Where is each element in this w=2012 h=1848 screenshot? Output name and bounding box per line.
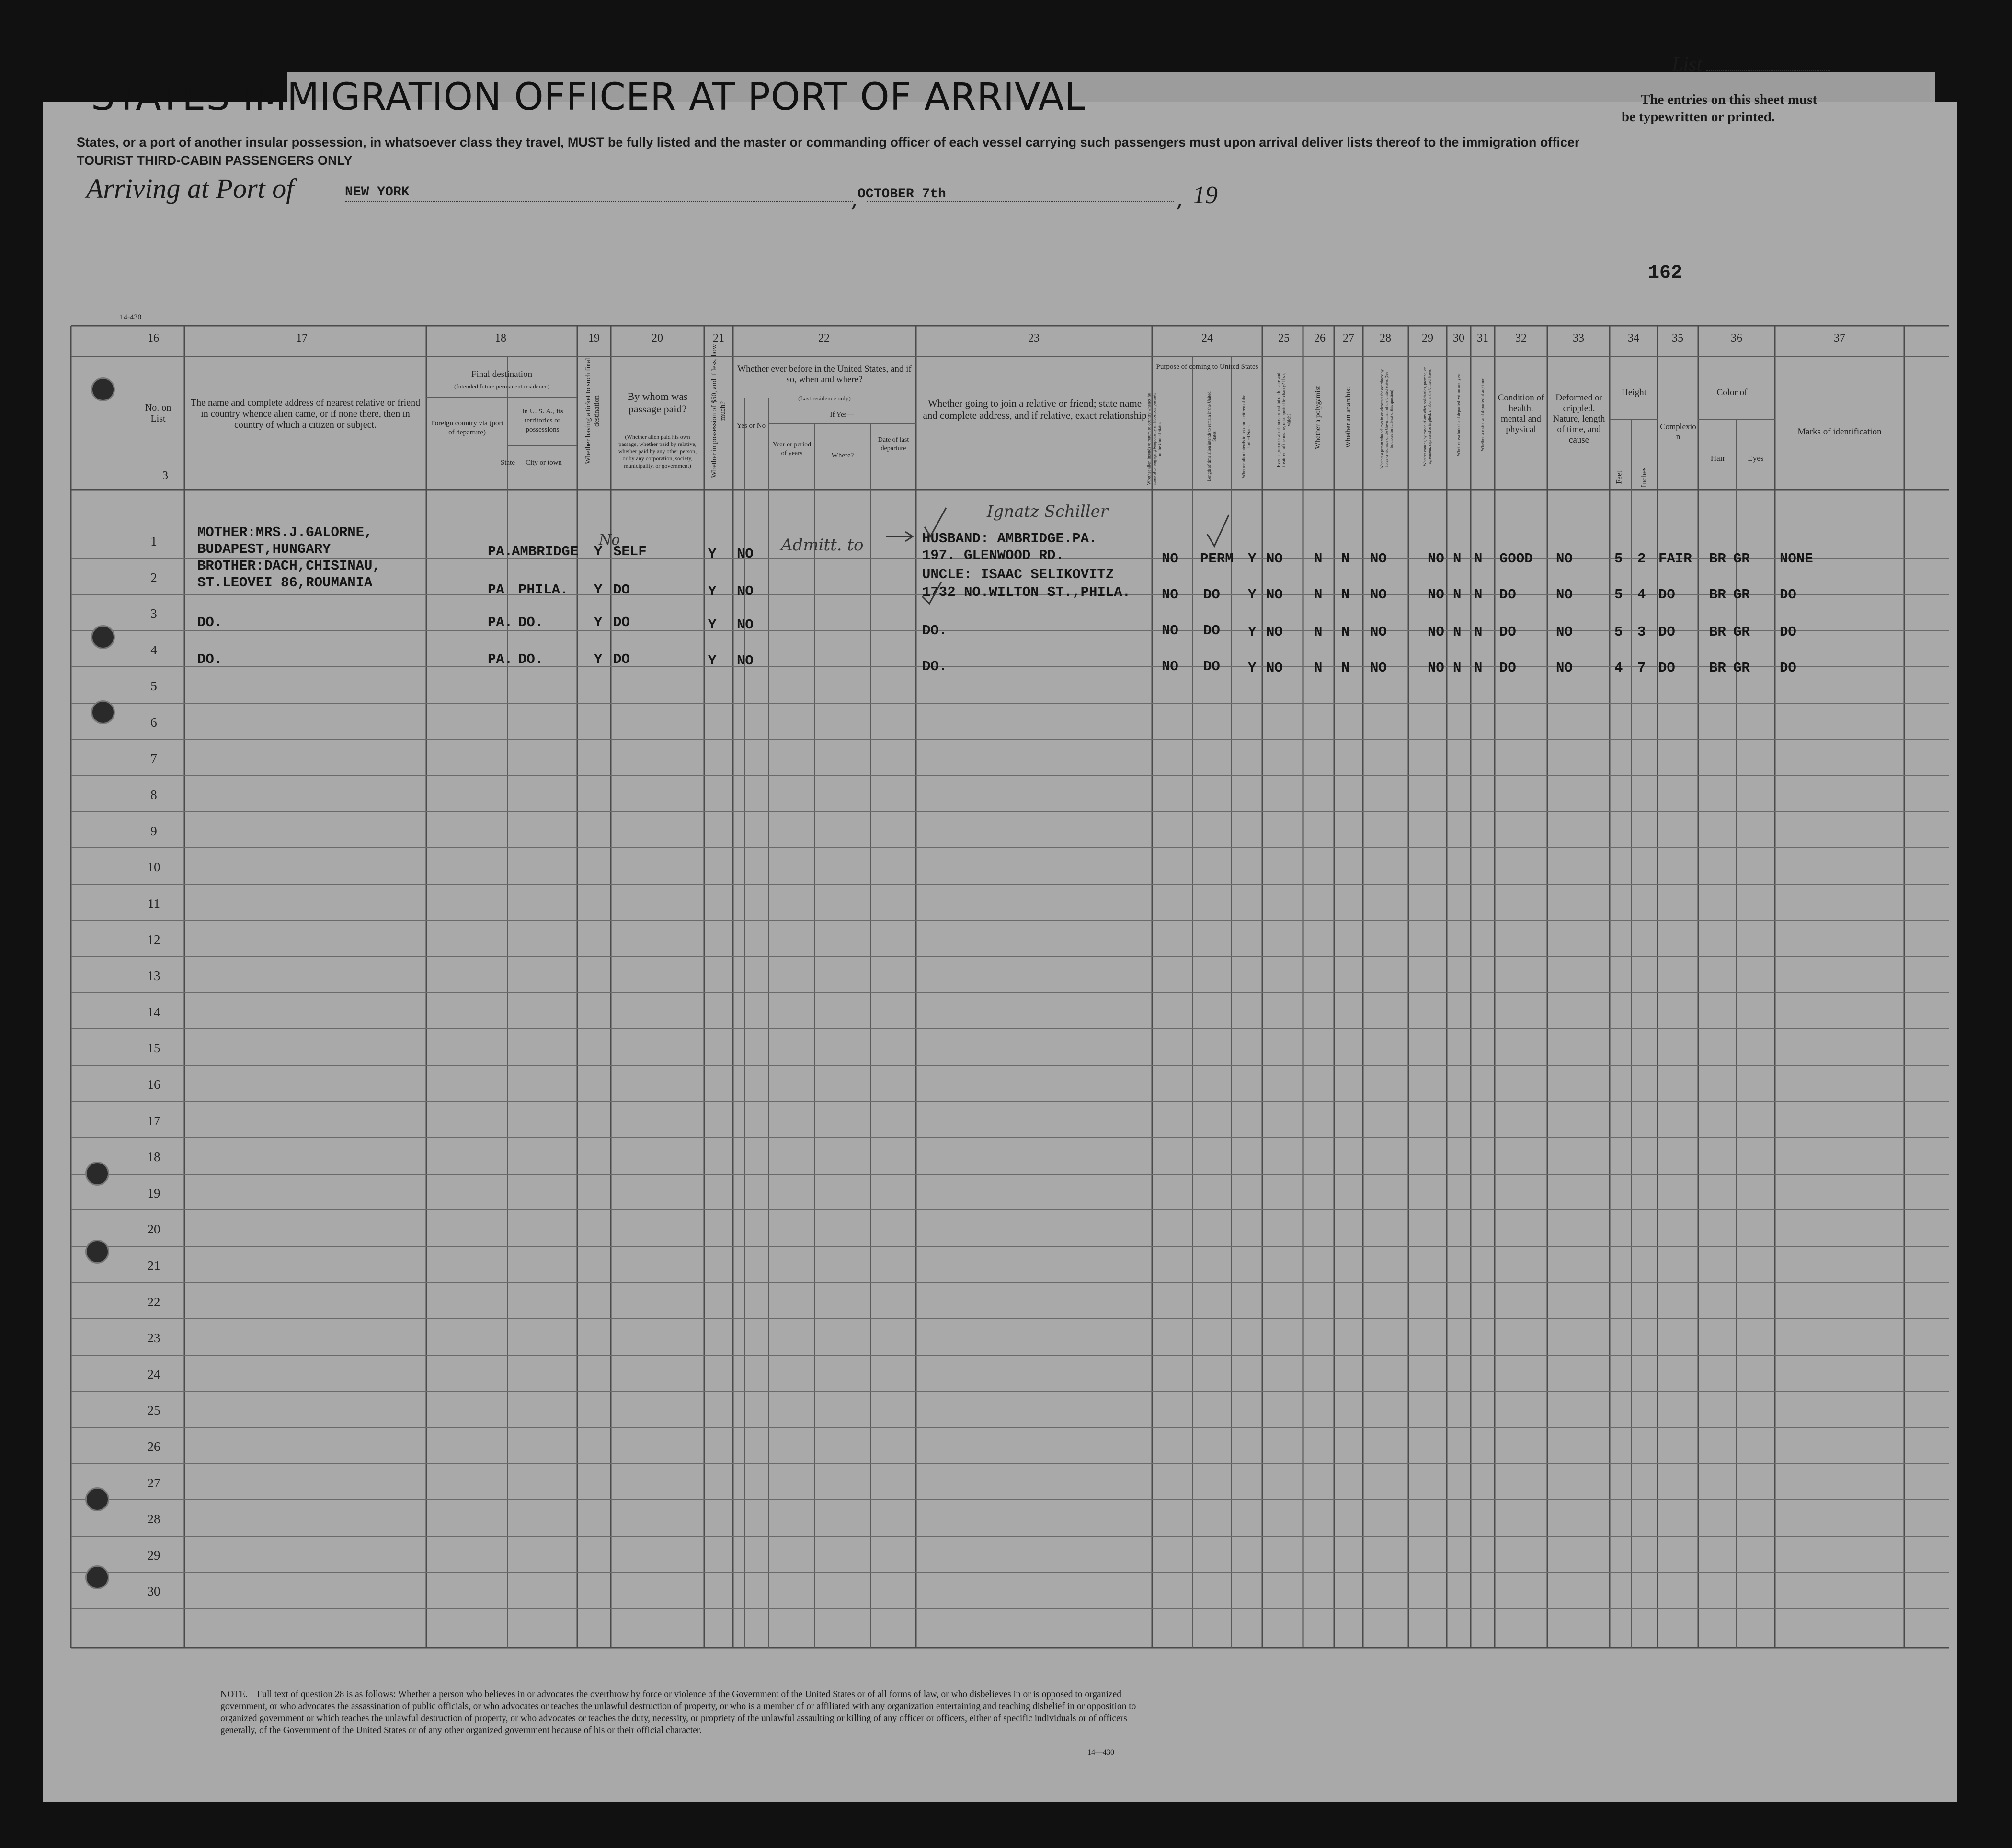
row-number: 29 <box>147 1548 160 1563</box>
hair-cell: BR <box>1709 660 1726 676</box>
ticket-cell: Y <box>594 615 603 630</box>
health-cell: GOOD <box>1499 551 1533 567</box>
col-num-34: 34 <box>1628 332 1639 344</box>
typed-note-line-1: The entries on this sheet must <box>1641 92 1818 107</box>
prison-cell: NO <box>1266 624 1283 640</box>
citizen-cell: Y <box>1248 551 1257 567</box>
header-health: Condition of health, mental and physical <box>1498 393 1544 434</box>
feet-cell: 5 <box>1614 624 1623 640</box>
labor-offer-cell: NO <box>1428 660 1444 676</box>
col-num-23: 23 <box>1028 332 1040 344</box>
header-deformed: Deformed or crippled. Nature, length of time, and cause <box>1553 393 1605 445</box>
return-intent-cell: NO <box>1162 551 1178 567</box>
city-cell: DO. <box>518 651 544 667</box>
col-num-16: 16 <box>148 332 159 344</box>
list-label: List <box>1672 54 1703 76</box>
joining-cell: UNCLE: ISAAC SELIKOVITZ <box>922 567 1114 582</box>
row-number: 26 <box>147 1439 160 1454</box>
row-number: 27 <box>147 1476 160 1490</box>
header-complexion: Complexion <box>1660 422 1696 441</box>
header-hair: Hair <box>1710 454 1726 463</box>
header-overthrow: Whether a person who believes in or advocates the overthrow by force or violence of the Government of the United States (See footnotes for full text of this question) <box>1380 369 1394 469</box>
before-us-cell: NO <box>737 653 754 669</box>
ticket-cell: Y <box>594 544 603 559</box>
row-number: 28 <box>147 1512 160 1526</box>
row-number: 15 <box>147 1041 160 1055</box>
money-cell: Y <box>708 546 717 562</box>
arrested-cell: N <box>1474 660 1483 676</box>
before-us-cell: NO <box>737 546 754 562</box>
header-final-destination-sub: (Intended future permanent residence) <box>454 383 549 390</box>
punch-hole <box>91 377 115 401</box>
deformed-cell: NO <box>1556 624 1573 640</box>
handwritten-ticket-mark: No <box>599 532 620 548</box>
row-number: 9 <box>150 824 157 838</box>
row-number: 7 <box>150 752 157 766</box>
header-final-destination: Final destination <box>471 369 533 379</box>
header-anarchist: Whether an anarchist <box>1344 387 1352 448</box>
header-return-intent: Whether alien intends to return to country whence he came after engaging temporarily in laborious pursuits in the United States <box>1146 393 1162 485</box>
before-us-cell: NO <box>737 583 754 599</box>
row-number: 23 <box>147 1331 160 1345</box>
row-number: 14 <box>147 1005 160 1019</box>
health-cell: DO <box>1499 587 1516 603</box>
row-number: 8 <box>150 787 157 802</box>
joining-cell: 1732 NO.WILTON ST.,PHILA. <box>922 584 1131 600</box>
labor-offer-cell: NO <box>1428 624 1444 640</box>
polygamist-cell: N <box>1314 660 1323 676</box>
eyes-cell: GR <box>1733 551 1750 567</box>
row-number: 30 <box>147 1584 160 1598</box>
length-stay-cell: PERM <box>1200 551 1234 567</box>
money-cell: Y <box>708 653 717 669</box>
feet-cell: 5 <box>1614 587 1623 603</box>
complexion-cell: DO <box>1658 587 1675 603</box>
relative-cell: ST.LEOVEI 86,ROUMANIA <box>197 575 373 591</box>
labor-offer-cell: NO <box>1428 587 1444 603</box>
header-passage-paid: By whom was passage paid? <box>627 390 688 415</box>
row-number: 18 <box>147 1150 160 1164</box>
citizen-cell: Y <box>1248 587 1257 603</box>
overthrow-cell: NO <box>1370 587 1387 603</box>
money-cell: Y <box>708 617 717 633</box>
punch-hole <box>85 1565 109 1589</box>
inches-cell: 2 <box>1637 551 1646 567</box>
state-cell: PA. <box>488 544 513 559</box>
anarchist-cell: N <box>1341 624 1350 640</box>
header-color-of: Color of— <box>1716 388 1757 398</box>
city-cell: AMBRIDGE <box>512 544 579 559</box>
header-if-yes: If Yes— <box>830 411 854 419</box>
handwritten-admitted: Admitt. to <box>781 536 864 555</box>
complexion-cell: DO <box>1658 624 1675 640</box>
joining-cell: HUSBAND: AMBRIDGE.PA. <box>922 531 1097 547</box>
arrested-cell: N <box>1474 587 1483 603</box>
row-number: 6 <box>150 715 157 730</box>
col-num-33: 33 <box>1573 332 1584 344</box>
length-stay-cell: DO <box>1203 623 1220 639</box>
citizen-cell: Y <box>1248 660 1257 676</box>
health-cell: DO <box>1499 660 1516 676</box>
row-number: 10 <box>147 860 160 874</box>
hair-cell: BR <box>1709 587 1726 603</box>
header-purpose: Purpose of coming to United States <box>1156 363 1258 371</box>
stamp-number: 162 <box>1648 262 1683 284</box>
header-in-usa: In U. S. A., its territories or possessions <box>522 408 563 433</box>
header-state: State <box>501 459 515 467</box>
overthrow-cell: NO <box>1370 624 1387 640</box>
header-height: Height <box>1622 388 1646 398</box>
feet-cell: 5 <box>1614 551 1623 567</box>
col-num-27: 27 <box>1343 332 1354 344</box>
complexion-cell: DO <box>1658 660 1675 676</box>
header-where: Where? <box>831 452 854 459</box>
col-num-24: 24 <box>1201 332 1213 344</box>
punch-hole <box>85 1487 109 1511</box>
paid-by-cell: DO <box>613 651 630 667</box>
row-number: 3 <box>150 606 157 621</box>
eyes-cell: GR <box>1733 587 1750 603</box>
arrival-date: OCTOBER 7th <box>857 187 946 202</box>
anarchist-cell: N <box>1341 660 1350 676</box>
intro-line: States, or a port of another insular possession, in whatsoever class they travel, MUST be fully listed and the master or commanding officer of each vessel carrying such passengers must upon arrival deliver lists thereof to the immigration officer <box>77 135 1580 149</box>
row-number: 2 <box>150 570 157 585</box>
row-number: 17 <box>147 1114 160 1128</box>
state-cell: PA. <box>488 615 513 630</box>
header-joining: Whether going to join a relative or friend; state name and complete address, and if relative, exact relationship <box>923 398 1147 421</box>
row-number: 5 <box>150 679 157 693</box>
typed-note-line-2: be typewritten or printed. <box>1622 109 1775 125</box>
row-number: 13 <box>147 969 160 983</box>
col-num-30: 30 <box>1453 332 1464 344</box>
complexion-cell: FAIR <box>1658 551 1692 567</box>
year-label: 19 <box>1193 182 1218 209</box>
row-number: 16 <box>147 1077 160 1092</box>
col-num-37: 37 <box>1834 332 1845 344</box>
arrested-cell: N <box>1474 624 1483 640</box>
header-yes-no: Yes or No <box>736 422 766 430</box>
header-labor-offer: Whether coming by reason of any offer, solicitation, promise, or agreement, expressed or implied, to labor in the United States <box>1423 367 1432 466</box>
header-length-stay: Length of time alien intends to remain in the United States <box>1207 391 1217 481</box>
feet-cell: 4 <box>1614 660 1623 676</box>
col-num-18: 18 <box>495 332 506 344</box>
arriving-label: Arriving at Port of <box>86 173 294 204</box>
col-num-26: 26 <box>1314 332 1326 344</box>
col-num-35: 35 <box>1672 332 1683 344</box>
length-stay-cell: DO <box>1203 587 1220 603</box>
eyes-cell: GR <box>1733 624 1750 640</box>
col-num-29: 29 <box>1422 332 1433 344</box>
ticket-cell: Y <box>594 582 603 598</box>
header-feet: Feet <box>1615 470 1623 484</box>
money-cell: Y <box>708 583 717 599</box>
anarchist-cell: N <box>1341 587 1350 603</box>
class-line: TOURIST THIRD-CABIN PASSENGERS ONLY <box>77 153 353 168</box>
marks-cell: DO <box>1780 624 1796 640</box>
eyes-cell: GR <box>1733 660 1750 676</box>
arrested-cell: N <box>1474 551 1483 567</box>
ticket-cell: Y <box>594 651 603 667</box>
header-before-us-sub: (Last residence only) <box>798 395 851 402</box>
header-ticket: Whether having a ticket to such final destination <box>584 358 601 464</box>
row-number: 11 <box>148 896 160 911</box>
punch-hole <box>91 700 115 724</box>
row-number: 25 <box>147 1403 160 1417</box>
row-number: 12 <box>147 933 160 947</box>
row-number: 24 <box>147 1367 160 1381</box>
relative-cell: BUDAPEST,HUNGARY <box>197 541 331 557</box>
overthrow-cell: NO <box>1370 660 1387 676</box>
port-of-arrival: NEW YORK <box>345 185 410 200</box>
header-citizen: Whether alien intends to become a citizen of the United States <box>1241 395 1251 478</box>
excluded-cell: N <box>1453 587 1462 603</box>
header-no-on-list: No. on List <box>145 402 171 424</box>
header-arrested: Whether arrested and deported at any time <box>1480 378 1485 451</box>
relative-cell: MOTHER:MRS.J.GALORNE, <box>197 525 373 540</box>
return-intent-cell: NO <box>1162 659 1178 674</box>
col-num-21: 21 <box>713 332 724 344</box>
row-number: 21 <box>147 1258 160 1273</box>
header-marks: Marks of identification <box>1797 427 1882 437</box>
overthrow-cell: NO <box>1370 551 1387 567</box>
punch-hole <box>85 1240 109 1264</box>
handwritten-joining-name: Ignatz Schiller <box>987 502 1108 521</box>
anarchist-cell: N <box>1341 551 1350 567</box>
header-inches: Inches <box>1640 467 1648 488</box>
return-intent-cell: NO <box>1162 587 1178 603</box>
col-num-28: 28 <box>1380 332 1391 344</box>
polygamist-cell: N <box>1314 624 1323 640</box>
hair-cell: BR <box>1709 624 1726 640</box>
hair-cell: BR <box>1709 551 1726 567</box>
deformed-cell: NO <box>1556 551 1573 567</box>
marks-cell: DO <box>1780 660 1796 676</box>
page-title: STATES IMMIGRATION OFFICER AT PORT OF ARRIVAL <box>91 76 1086 119</box>
header-excluded: Whether excluded and deported within one year <box>1456 373 1461 456</box>
marks-cell: NONE <box>1780 551 1813 567</box>
footer-form-code: 14—430 <box>1087 1748 1114 1757</box>
excluded-cell: N <box>1453 551 1462 567</box>
header-relative: The name and complete address of nearest relative or friend in country whence alien came, or if none there, then in country of which a citizen or subject. <box>190 398 421 430</box>
footnote-question-28: NOTE.—Full text of question 28 is as follows: Whether a person who believes in or advocates the overthrow by force or violence of the Government of the United States or of all forms of law, or who disbelieves in or is opposed to organized government, or who advocates the assassination of public officials, or who advocates or teaches the unlawful destruction of property, or who is a member of or affiliated with any organization entertaining and teaching disbelief in or opposition to organized government or which teaches the unlawful destruction of property, or who advocates or teaches the duty, necessity, or propriety of the unlawful assaulting or killing of any officer or officers, either of specific individuals or of officers generally, of the Government of the United States or of any other organized government because of his or their official character. <box>220 1689 1136 1735</box>
row-number: 20 <box>147 1222 160 1236</box>
paid-by-cell: DO <box>613 615 630 630</box>
col-num-31: 31 <box>1477 332 1488 344</box>
header-before-us: Whether ever before in the United States, and if so, when and where? <box>737 364 912 385</box>
col-num-19: 19 <box>588 332 600 344</box>
labor-offer-cell: NO <box>1428 551 1444 567</box>
state-cell: PA <box>488 582 504 598</box>
deformed-cell: NO <box>1556 660 1573 676</box>
col-num-17: 17 <box>296 332 308 344</box>
punch-hole <box>85 1162 109 1186</box>
health-cell: DO <box>1499 624 1516 640</box>
inches-cell: 3 <box>1637 624 1646 640</box>
header-polygamist: Whether a polygamist <box>1314 386 1322 449</box>
return-intent-cell: NO <box>1162 623 1178 639</box>
col-num-22: 22 <box>818 332 830 344</box>
paid-by-cell: SELF <box>613 544 647 559</box>
punch-hole <box>91 625 115 649</box>
state-cell: PA. <box>488 651 513 667</box>
marks-cell: DO <box>1780 587 1796 603</box>
excluded-cell: N <box>1453 624 1462 640</box>
polygamist-cell: N <box>1314 587 1323 603</box>
relative-cell: DO. <box>197 615 223 630</box>
header-eyes: Eyes <box>1748 454 1764 463</box>
relative-cell: BROTHER:DACH,CHISINAU, <box>197 558 381 574</box>
header-prison: Ever in prison or almshouse, or institution for care and treatment of the insane, or supported by charity? If so, which? <box>1276 373 1292 467</box>
col-num-36: 36 <box>1731 332 1742 344</box>
col-num-32: 32 <box>1515 332 1527 344</box>
row-number: 22 <box>147 1295 160 1309</box>
before-us-cell: NO <box>737 617 754 633</box>
header-passage-paid-sub: (Whether alien paid his own passage, whether paid by relative, whether paid by any other person, or by any corporation, society, municipality, or government) <box>618 433 697 469</box>
relative-cell: DO. <box>197 651 223 667</box>
prison-cell: NO <box>1266 551 1283 567</box>
header-foreign-country: Foreign country via (port of departure) <box>431 420 503 436</box>
row-number: 4 <box>150 643 157 657</box>
polygamist-cell: N <box>1314 551 1323 567</box>
header-years: Year or period of years <box>772 441 812 457</box>
joining-cell: DO. <box>922 623 948 639</box>
joining-cell: DO. <box>922 659 948 674</box>
citizen-cell: Y <box>1248 624 1257 640</box>
inches-cell: 4 <box>1637 587 1646 603</box>
joining-cell: 197. GLENWOOD RD. <box>922 548 1064 563</box>
header-last-departure: Date of last departure <box>878 436 909 452</box>
excluded-cell: N <box>1453 660 1462 676</box>
city-cell: PHILA. <box>518 582 569 598</box>
header-money: Whether in possession of $50, and if less, how much? <box>710 344 727 478</box>
col-num-25: 25 <box>1278 332 1290 344</box>
prison-cell: NO <box>1266 660 1283 676</box>
row-number: 19 <box>147 1186 160 1200</box>
prison-cell: NO <box>1266 587 1283 603</box>
deformed-cell: NO <box>1556 587 1573 603</box>
col-num-20: 20 <box>652 332 663 344</box>
list-number-marker: 3 <box>162 469 168 482</box>
paid-by-cell: DO <box>613 582 630 598</box>
row-number: 1 <box>150 534 157 548</box>
length-stay-cell: DO <box>1203 659 1220 674</box>
form-code-left: 14-430 <box>120 313 142 321</box>
city-cell: DO. <box>518 615 544 630</box>
inches-cell: 7 <box>1637 660 1646 676</box>
header-city: City or town <box>526 459 562 467</box>
